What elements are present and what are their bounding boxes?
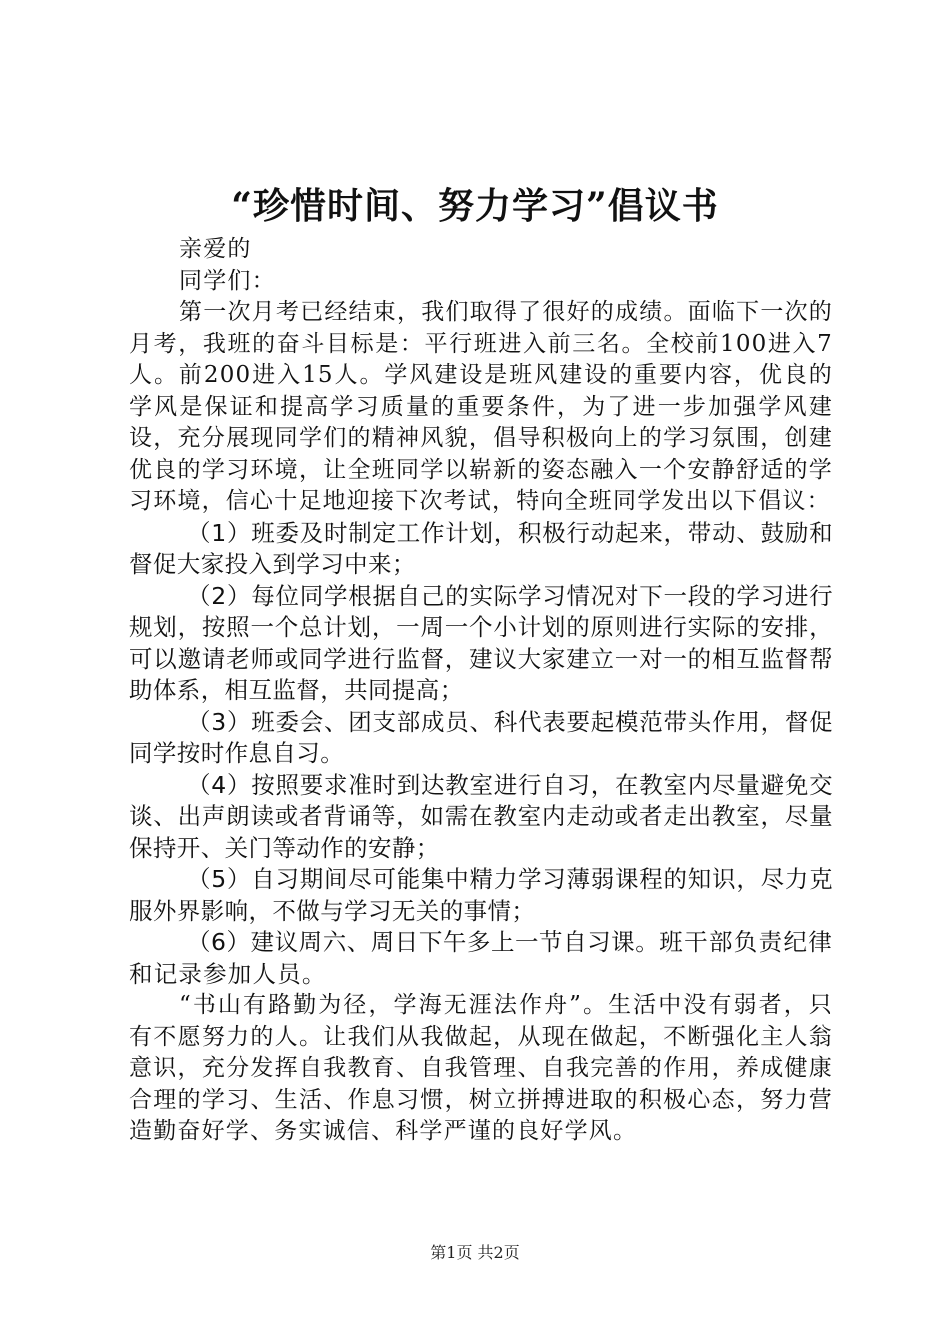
proposal-item-6-main: （6）建议周六、周日下午多上一节自习课。 xyxy=(187,928,660,956)
proposal-item-3: （3）班委会、团支部成员、科代表要起模范带头作用，督促同学按时作息自习。 xyxy=(129,707,833,767)
proposal-item-1: （1）班委及时制定工作计划，积极行动起来，带动、鼓励和督促大家投入到学习中来； xyxy=(129,518,833,578)
intro-paragraph: 第一次月考已经结束，我们取得了很好的成绩。面临下一次的月考，我班的奋斗目标是：平行班进入前三名。全校前100进入7人。前200进入15人。学风建设是班风建设的重要内容，优良的学风是保证和提高学习质量的重要条件，为了进一步加强学风建设，充分展现同学们的精神风貌，倡导积极向上的学习氛围，创建优良的学习环境，让全班同学以崭新的姿态融入一个安静舒适的学习环境，信心十足地迎接下次考试，特向全班同学发出以下倡议： xyxy=(129,299,833,514)
salutation-line-1: 亲爱的 xyxy=(179,236,252,262)
proposal-item-6 xyxy=(129,927,833,990)
proposal-item-4: （4）按照要求准时到达教室进行自习，在教室内尽量避免交谈、出声朗读或者背诵等，如需在教室内走动或者走出教室，尽量保持开、关门等动作的安静； xyxy=(129,770,833,862)
closing-paragraph: “书山有路勤为径，学海无涯法作舟”。生活中没有弱者，只有不愿努力的人。让我们从我做起，从现在做起，不断强化主人翁意识，充分发挥自我教育、自我管理、自我完善的作用，养成健康合理的学习、生活、作息习惯，树立拼搏进取的积极心态，努力营造勤奋好学、务实诚信、科学严谨的良好学风。 xyxy=(129,992,833,1144)
salutation-line-2: 同学们： xyxy=(179,267,276,294)
proposal-item-6-tail: 班干部负责纪律和记录参加人员。 xyxy=(129,928,834,988)
proposal-item-5: （5）自习期间尽可能集中精力学习薄弱课程的知识，尽力克服外界影响，不做与学习无关的事情； xyxy=(129,865,833,925)
page-indicator: 第1页 共2页 xyxy=(430,1243,520,1262)
document-title: “珍惜时间、努力学习”倡议书 xyxy=(231,185,719,227)
document-body xyxy=(129,234,833,1148)
proposal-item-2: （2）每位同学根据自己的实际学习情况对下一段的学习进行规划，按照一个总计划，一周一个小计划的原则进行实际的安排，可以邀请老师或同学进行监督，建议大家建立一对一的相互监督帮助体系，相互监督，共同提高； xyxy=(129,581,833,704)
